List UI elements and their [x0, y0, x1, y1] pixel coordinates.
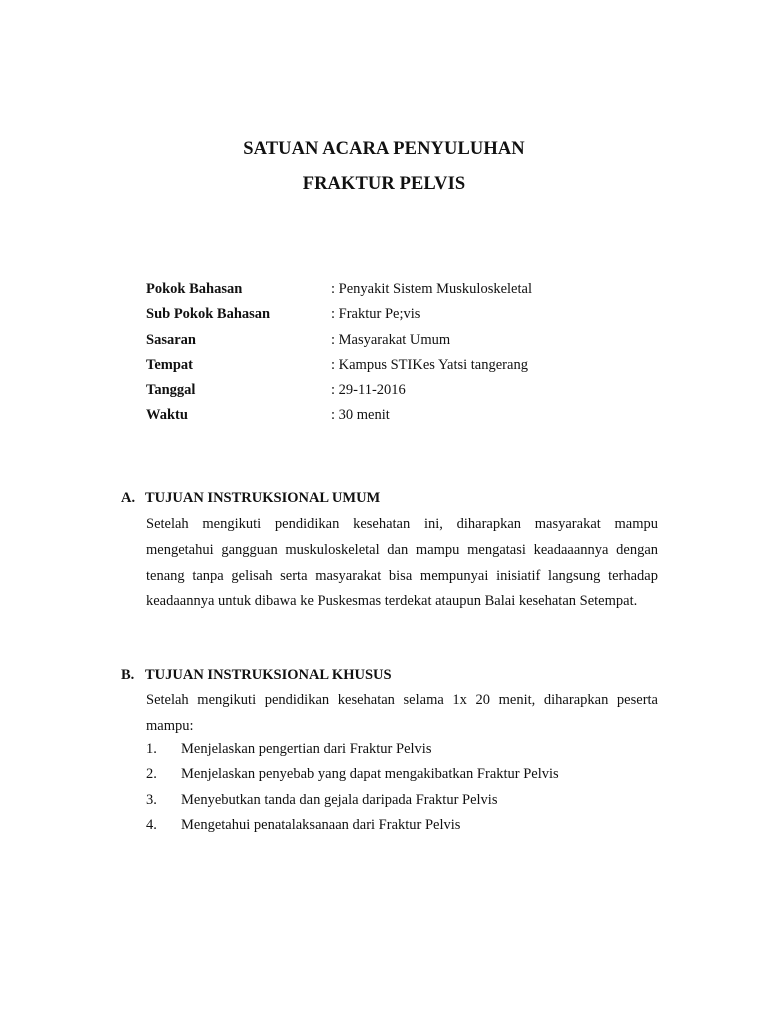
info-row-pokok-bahasan [146, 280, 626, 305]
list-number: 3. [146, 791, 157, 808]
section-heading-text: TUJUAN INSTRUKSIONAL UMUM [145, 490, 381, 506]
section-paragraph: Setelah mengikuti pendidikan kesehatan ini, diharapkan masyarakat mampu mengetahui gangguan muskuloskeletal dan mampu mengatasi keadaaannya dengan tenang tanpa gelisah serta masyarakat bisa mempunyai inisiatif langsung terhadap keadaannya untuk dibawa ke Puskesmas terdekat ataupun Balai kesehatan Setempat. [146, 516, 658, 610]
info-label: Pokok Bahasan [146, 281, 243, 297]
section-heading-text: TUJUAN INSTRUKSIONAL KHUSUS [145, 667, 392, 683]
info-label: Sasaran [146, 331, 196, 348]
objectives-list [146, 740, 658, 841]
section-letter: B. [121, 667, 135, 683]
info-row-tanggal [146, 381, 626, 406]
section-letter: A. [121, 490, 136, 506]
info-value: : Masyarakat Umum [331, 331, 451, 348]
info-label: Tempat [146, 356, 193, 373]
list-item [146, 791, 658, 816]
list-item [146, 740, 658, 765]
list-item [146, 765, 658, 790]
info-value: : 29-11-2016 [331, 382, 406, 399]
list-text: Menyebutkan tanda dan gejala daripada Fraktur Pelvis [181, 791, 498, 808]
info-row-waktu [146, 406, 626, 431]
document-subtitle: FRAKTUR PELVIS [302, 174, 466, 194]
list-text: Menjelaskan pengertian dari Fraktur Pelvis [181, 741, 432, 757]
document-title: SATUAN ACARA PENYULUHAN [243, 139, 525, 159]
section-heading [121, 666, 392, 684]
info-value: : Fraktur Pe;vis [331, 306, 421, 323]
info-value: : 30 menit [331, 407, 390, 424]
list-number: 1. [146, 741, 157, 757]
info-label: Tanggal [146, 382, 196, 399]
list-text: Menjelaskan penyebab yang dapat mengakibatkan Fraktur Pelvis [181, 766, 559, 783]
list-number: 2. [146, 766, 157, 783]
list-number: 4. [146, 816, 157, 833]
list-item [146, 816, 658, 841]
info-value: : Penyakit Sistem Muskuloskeletal [331, 281, 532, 297]
section-paragraph: Setelah mengikuti pendidikan kesehatan selama 1x 20 menit, diharapkan peserta mampu: [146, 692, 658, 734]
info-label: Sub Pokok Bahasan [146, 306, 271, 323]
info-value: : Kampus STIKes Yatsi tangerang [331, 356, 528, 373]
info-row-sub-pokok-bahasan [146, 305, 626, 330]
info-row-tempat [146, 356, 626, 381]
info-table [146, 280, 626, 432]
section-heading [121, 489, 380, 507]
info-row-sasaran [146, 331, 626, 356]
list-text: Mengetahui penatalaksanaan dari Fraktur Pelvis [181, 816, 461, 833]
info-label: Waktu [146, 407, 188, 424]
